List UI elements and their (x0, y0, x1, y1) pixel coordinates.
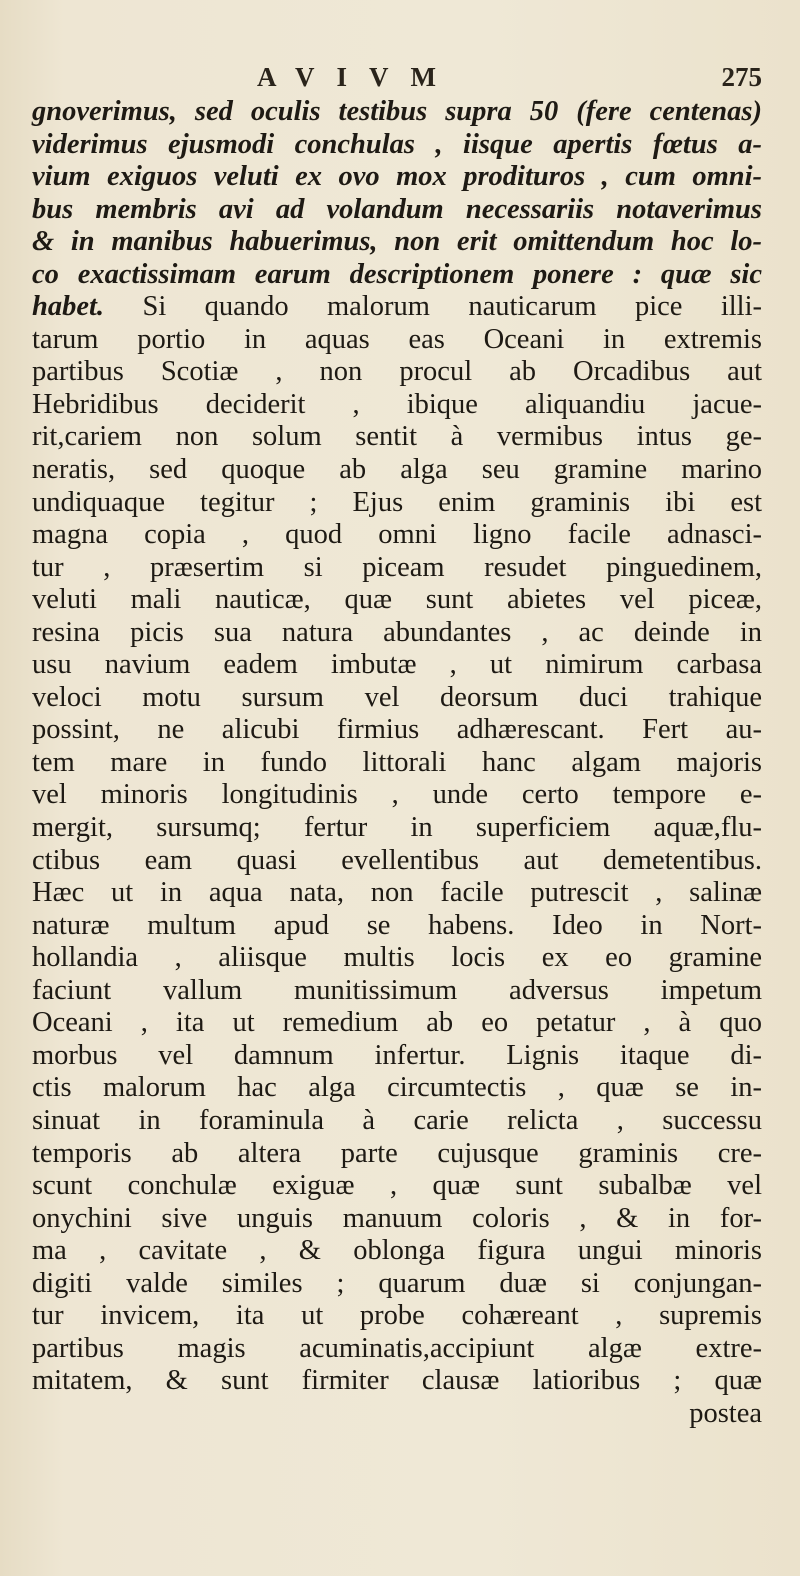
text-line: naturæ multum apud se habens. Ideo in Nort- (32, 909, 762, 941)
text-line: tarum portio in aquas eas Oceani in extremis (32, 323, 762, 355)
text-line: onychini sive unguis manuum coloris , & in for- (32, 1202, 762, 1234)
page-number: 275 (721, 62, 762, 92)
running-title: AVIVM (257, 62, 459, 92)
text-line: tem mare in fundo littorali hanc algam majoris (32, 746, 762, 778)
text-line: bus membris avi ad volandum necessariis notaverimus (32, 193, 762, 225)
body-text (32, 96, 762, 1430)
text-line: usu navium eadem imbutæ , ut nimirum carbasa (32, 649, 762, 681)
text-line: & in manibus habuerimus, non erit omittendum hoc lo- (32, 226, 762, 258)
text-line: vium exiguos veluti ex ovo mox prodituros , cum omni- (32, 161, 762, 193)
text-line: co exactissimam earum descriptionem ponere : quæ sic (32, 258, 762, 290)
text-line: ma , cavitate , & oblonga figura ungui minoris (32, 1235, 762, 1267)
text-line: resina picis sua natura abundantes , ac deinde in (32, 616, 762, 648)
text-line: sinuat in foraminula à carie relicta , successu (32, 1104, 762, 1136)
text-line: veluti mali nauticæ, quæ sunt abietes vel piceæ, (32, 584, 762, 616)
catchword: postea (689, 1397, 762, 1429)
text-line: neratis, sed quoque ab alga seu gramine marino (32, 454, 762, 486)
text-line: Hebridibus deciderit , ibique aliquandiu jacue- (32, 388, 762, 420)
text-line: undiquaque tegitur ; Ejus enim graminis ibi est (32, 486, 762, 518)
text-line: magna copia , quod omni ligno facile adnasci- (32, 519, 762, 551)
text-line: habet. Si quando malorum nauticarum pice illi- (32, 291, 762, 323)
text-line: faciunt vallum munitissimum adversus impetum (32, 974, 762, 1006)
text-line: Oceani , ita ut remedium ab eo petatur , à quo (32, 1007, 762, 1039)
text-line: mergit, sursumq; fertur in superficiem aquæ,flu- (32, 812, 762, 844)
text-line: veloci motu sursum vel deorsum duci trahique (32, 681, 762, 713)
text-line: digiti valde similes ; quarum duæ si conjungan- (32, 1267, 762, 1299)
text-line: temporis ab altera parte cujusque graminis cre- (32, 1137, 762, 1169)
text-line: ctibus eam quasi evellentibus aut demetentibus. (32, 844, 762, 876)
text-line: morbus vel damnum infertur. Lignis itaque di- (32, 1039, 762, 1071)
text-line: rit,cariem non solum sentit à vermibus intus ge- (32, 421, 762, 453)
text-line: Hæc ut in aqua nata, non facile putrescit , salinæ (32, 877, 762, 909)
text-line: possint, ne alicubi firmius adhærescant. Fert au- (32, 714, 762, 746)
text-line: partibus magis acuminatis,accipiunt algæ extre- (32, 1332, 762, 1364)
text-line: tur , præsertim si piceam resudet pinguedinem, (32, 551, 762, 583)
text-line: scunt conchulæ exiguæ , quæ sunt subalbæ vel (32, 1170, 762, 1202)
text-line: viderimus ejusmodi conchulas , iisque apertis fœtus a- (32, 128, 762, 160)
text-line: vel minoris longitudinis , unde certo tempore e- (32, 779, 762, 811)
text-line: tur invicem, ita ut probe cohæreant , supremis (32, 1300, 762, 1332)
text-line: partibus Scotiæ , non procul ab Orcadibus aut (32, 356, 762, 388)
text-line: mitatem, & sunt firmiter clausæ latioribus ; quæ (32, 1365, 762, 1397)
text-line: hollandia , aliisque multis locis ex eo gramine (32, 942, 762, 974)
text-line: ctis malorum hac alga circumtectis , quæ se in- (32, 1072, 762, 1104)
text-line: gnoverimus, sed oculis testibus supra 50 (fere centenas) (32, 96, 762, 127)
page-header (32, 62, 762, 102)
